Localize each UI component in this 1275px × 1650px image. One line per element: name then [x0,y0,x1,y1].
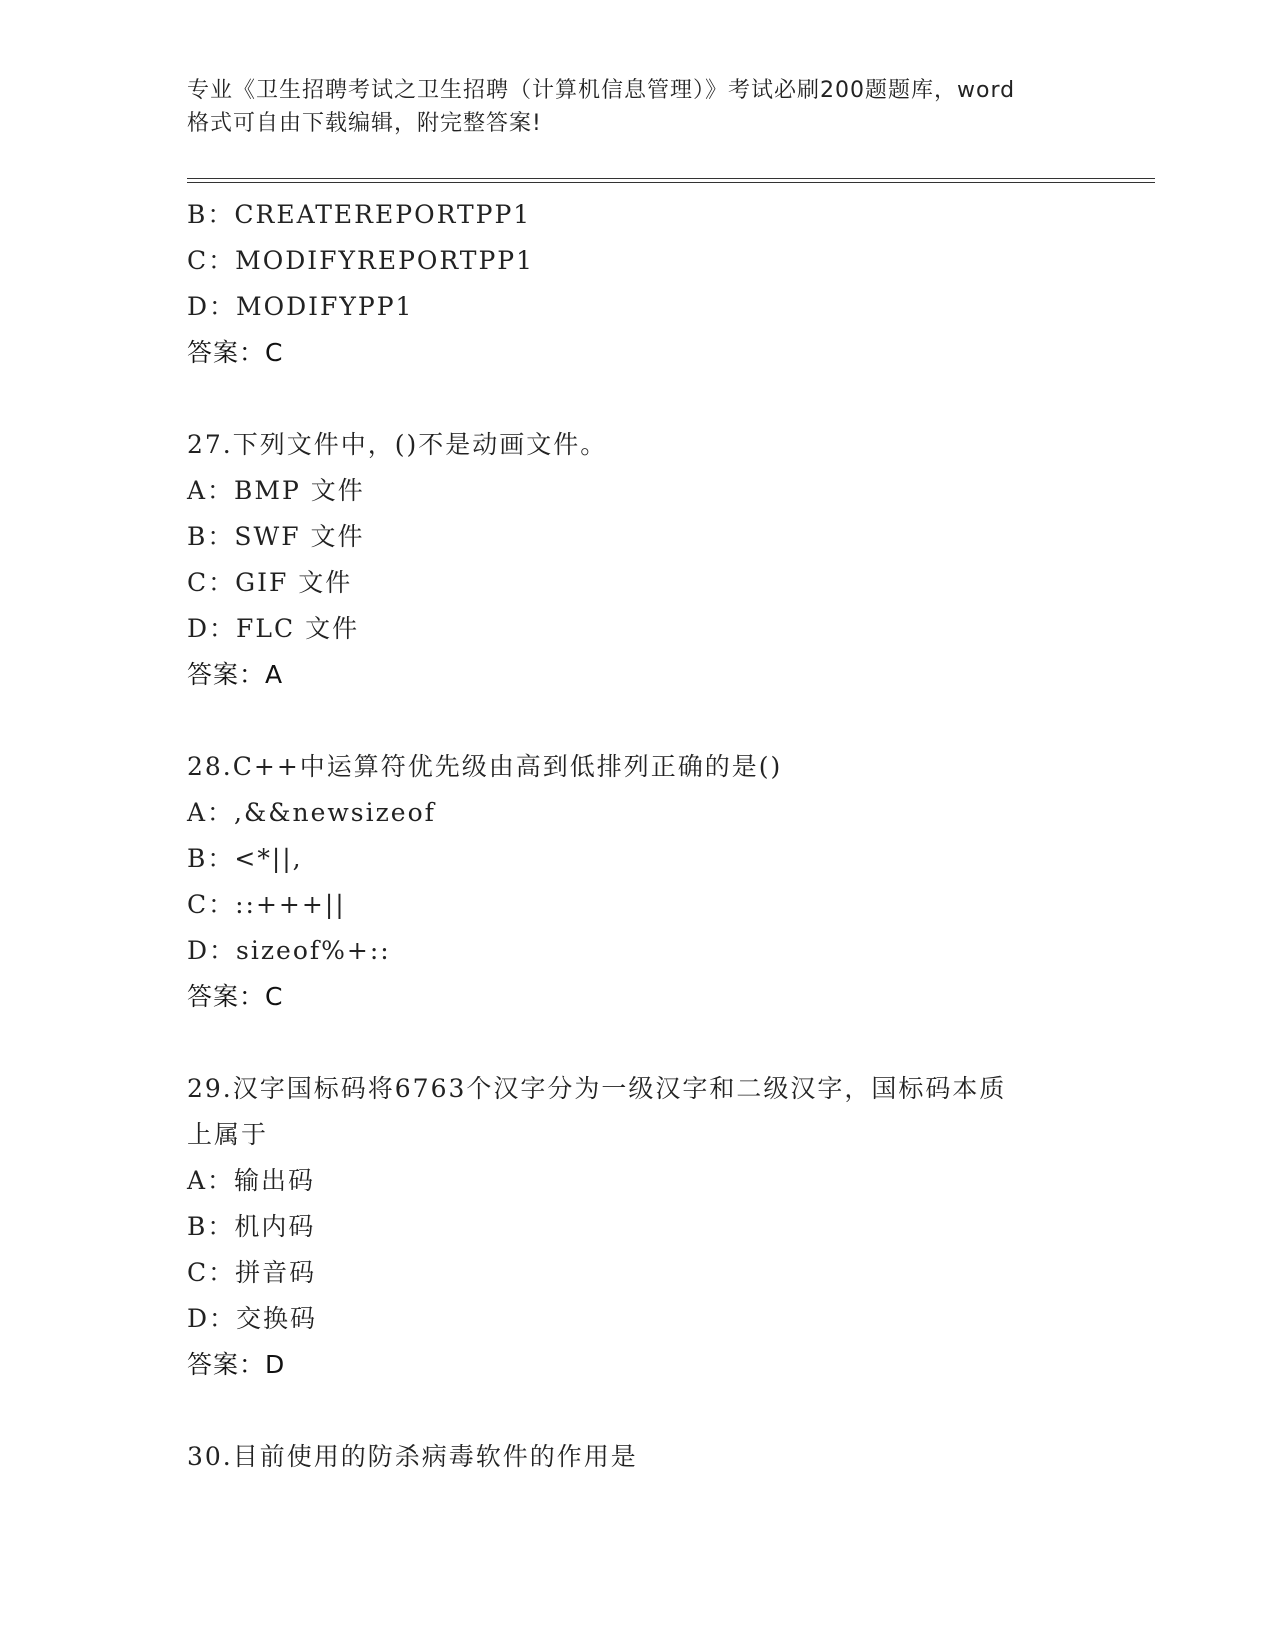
question-30 [187,1434,1087,1480]
header-rule-top [187,178,1155,179]
question-stem: 30.目前使用的防杀病毒软件的作用是 [187,1442,638,1471]
option-a: A：输出码 [187,1166,316,1195]
header-line-1: 专业《卫生招聘考试之卫生招聘（计算机信息管理）》考试必刷200题题库，word [187,78,1016,103]
document-header [187,74,1087,140]
option-b: B：SWF 文件 [187,522,365,551]
question-stem: 28.C++中运算符优先级由高到低排列正确的是() [187,752,783,781]
option-b: B：机内码 [187,1212,316,1241]
option-d: D：MODIFYPP1 [187,292,414,321]
question-28 [187,744,1087,1020]
option-c: C：GIF 文件 [187,568,353,597]
option-a: A：,&&newsizeof [187,798,436,827]
option-a: A：BMP 文件 [187,476,365,505]
question-27 [187,422,1087,698]
option-c: C：拼音码 [187,1258,317,1287]
answer-line: 答案：A [187,660,284,689]
question-29 [187,1066,1087,1388]
option-b: B：<*||, [187,844,303,873]
question-stem: 27.下列文件中，()不是动画文件。 [187,430,608,459]
question-stem-line-1: 29.汉字国标码将6763个汉字分为一级汉字和二级汉字，国标码本质 [187,1074,1007,1103]
answer-line: 答案：C [187,982,284,1011]
option-b: B：CREATEREPORTPP1 [187,200,532,229]
answer-line: 答案：C [187,338,284,367]
option-d: D：交换码 [187,1304,318,1333]
question-stem-line-2: 上属于 [187,1120,269,1149]
answer-line: 答案：D [187,1350,286,1379]
option-c: C：::+++|| [187,890,346,919]
question-26-continuation [187,192,1087,376]
option-c: C：MODIFYREPORTPP1 [187,246,534,275]
option-d: D：sizeof%+:: [187,936,391,965]
question-list [187,192,1087,1480]
header-line-2: 格式可自由下载编辑，附完整答案! [187,111,542,136]
header-rule-bottom [187,182,1155,183]
option-d: D：FLC 文件 [187,614,360,643]
